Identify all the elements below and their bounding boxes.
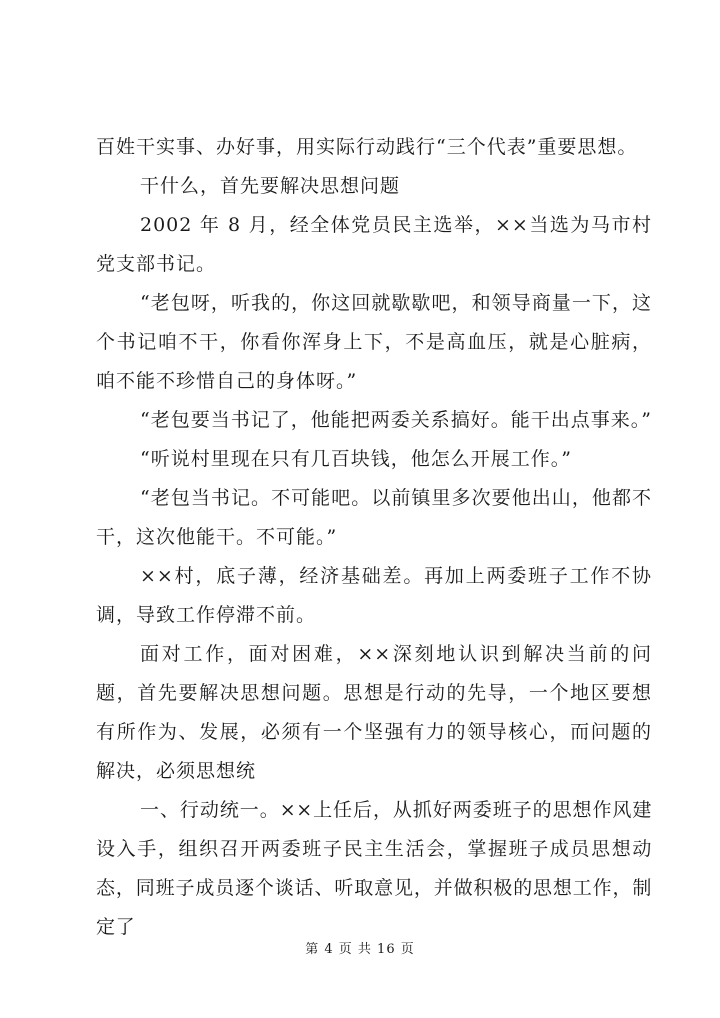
- document-body: [96, 128, 652, 947]
- page-number-footer: 第 4 页 共 16 页: [305, 942, 415, 957]
- paragraph: 2002 年 8 月，经全体党员民主选举，××当选为马市村党支部书记。: [96, 214, 652, 275]
- paragraph: 干什么，首先要解决思想问题: [140, 175, 401, 197]
- paragraph: “听说村里现在只有几百块钱，他怎么开展工作。”: [140, 448, 572, 470]
- paragraph: 百姓干实事、办好事，用实际行动践行“三个代表”重要思想。: [96, 136, 638, 158]
- paragraph: “老包呀，听我的，你这回就歇歇吧，和领导商量一下，这个书记咱不干，你看你浑身上下，不是高血压，就是心脏病，咱不能不珍惜自己的身体呀。”: [96, 292, 652, 392]
- paragraph: 一、行动统一。××上任后，从抓好两委班子的思想作风建设入手，组织召开两委班子民主生活会，掌握班子成员思想动态，同班子成员逐个谈话、听取意见，并做积极的思想工作，制定了: [96, 799, 652, 938]
- paragraph: ××村，底子薄，经济基础差。再加上两委班子工作不协调，导致工作停滞不前。: [96, 565, 652, 626]
- paragraph: “老包当书记。不可能吧。以前镇里多次要他出山，他都不干，这次他能干。不可能。”: [96, 487, 652, 548]
- paragraph: 面对工作，面对困难，××深刻地认识到解决当前的问题，首先要解决思想问题。思想是行动的先导，一个地区要想有所作为、发展，必须有一个坚强有力的领导核心，而问题的解决，必须思想统: [96, 643, 652, 782]
- paragraph: “老包要当书记了，他能把两委关系搞好。能干出点事来。”: [140, 409, 652, 431]
